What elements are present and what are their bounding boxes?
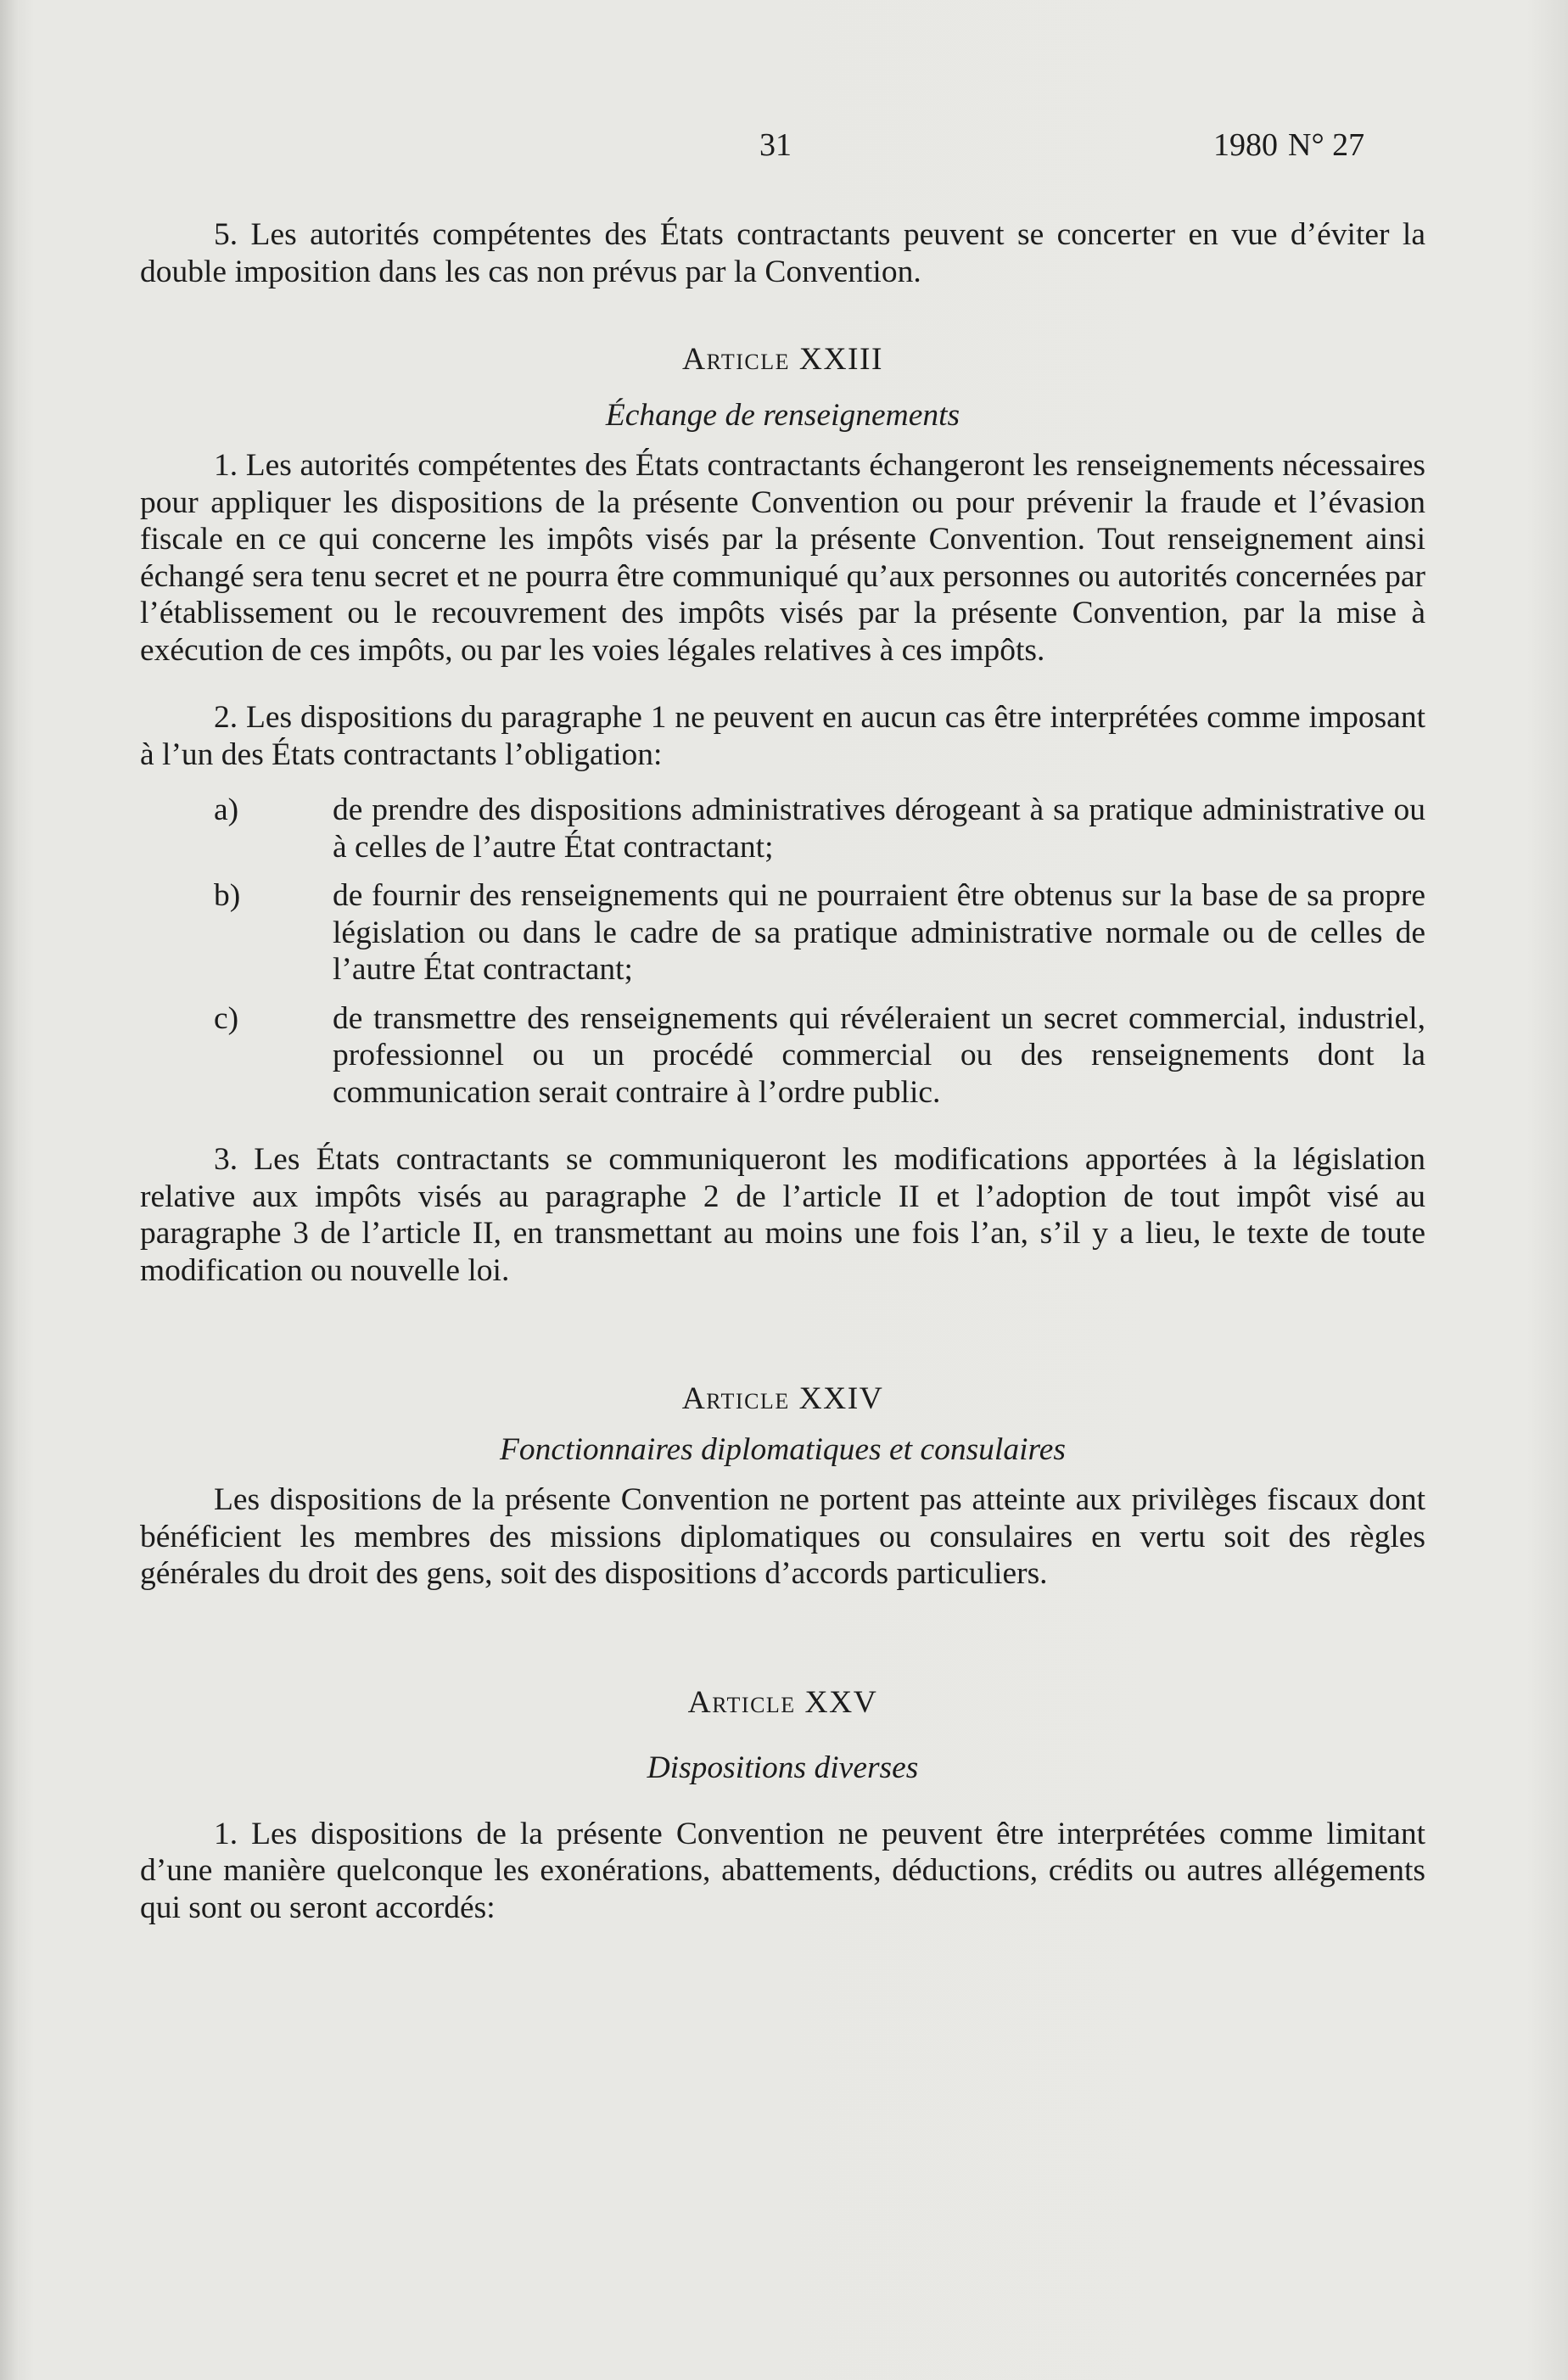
article-24-paragraph: Les dispositions de la présente Convention ne portent pas atteinte aux privilèges fiscaux dont bénéficient les membres des missions diplomatiques ou consulaires en vertu soit des règles générales du droit des gens, soit des dispositions d’accords particuliers.	[140, 1482, 1425, 1591]
publication-reference	[1213, 129, 1364, 161]
list-item	[140, 792, 1425, 865]
publication-year: 1980	[1213, 127, 1278, 163]
document-body	[140, 216, 1425, 1926]
article-23-paragraph-3: 3. Les États contractants se communiqueront les modifications apportées à la législation relative aux impôts visés au paragraphe 2 de l’article II et l’adoption de tout impôt visé au paragraphe 3 de l’article II, en transmettant au moins une fois l’an, s’il y a lieu, le texte de toute modification ou nouvelle loi.	[140, 1142, 1425, 1288]
list-item-text: de fournir des renseignements qui ne pourraient être obtenus sur la base de sa propre législation ou dans le cadre de sa pratique administrative normale ou de celles de l’autre État contractant;	[333, 878, 1425, 987]
article-25-title: Dispositions diverses	[647, 1750, 919, 1785]
page-number: 31	[759, 127, 792, 163]
article-24-heading: Article XXIV	[681, 1381, 884, 1416]
article-23-heading: Article XXIII	[681, 342, 883, 377]
article-25-heading: Article XXV	[687, 1684, 878, 1720]
article-24-title: Fonctionnaires diplomatiques et consulaires	[500, 1431, 1066, 1467]
article-23-paragraph-2: 2. Les dispositions du paragraphe 1 ne peuvent en aucun cas être interprétées comme imposant à l’un des États contractants l’obligation:	[140, 700, 1425, 772]
article-23-title: Échange de renseignements	[605, 397, 960, 433]
list-item-letter: b)	[214, 878, 241, 913]
list-item-letter: c)	[214, 1000, 239, 1036]
list-item	[140, 877, 1425, 988]
publication-number: N° 27	[1288, 127, 1365, 163]
article-23-paragraph-1: 1. Les autorités compétentes des États contractants échangeront les renseignements nécessaires pour appliquer les dispositions de la présente Convention ou pour prévenir la fraude et l’évasion fiscale en ce qui concerne les impôts visés par la présente Convention. Tout renseignement ainsi échangé sera tenu secret et ne pourra être communiqué qu’aux personnes ou autorités concernées par l’établissement ou le recouvrement des impôts visés par la présente Convention, par la mise à exécution de ces impôts, ou par les voies légales relatives à ces impôts.	[140, 448, 1425, 668]
list-item-letter: a)	[214, 792, 239, 827]
article-25-paragraph-1: 1. Les dispositions de la présente Convention ne peuvent être interprétées comme limitant d’une manière quelconque les exonérations, abattements, déductions, crédits ou autres allégements qui sont ou seront accordés:	[140, 1816, 1425, 1925]
list-item-text: de transmettre des renseignements qui révéleraient un secret commercial, industriel, professionnel ou un procédé commercial ou des renseignements dont la communication serait contraire à l’ordre public.	[333, 1000, 1425, 1110]
paragraph-5: 5. Les autorités compétentes des États contractants peuvent se concerter en vue d’éviter la double imposition dans les cas non prévus par la Convention.	[140, 217, 1425, 289]
list-item-text: de prendre des dispositions administratives dérogeant à sa pratique administrative ou à celles de l’autre État contractant;	[333, 792, 1425, 865]
page-binding-edge	[0, 0, 19, 2380]
list-item	[140, 1000, 1425, 1112]
